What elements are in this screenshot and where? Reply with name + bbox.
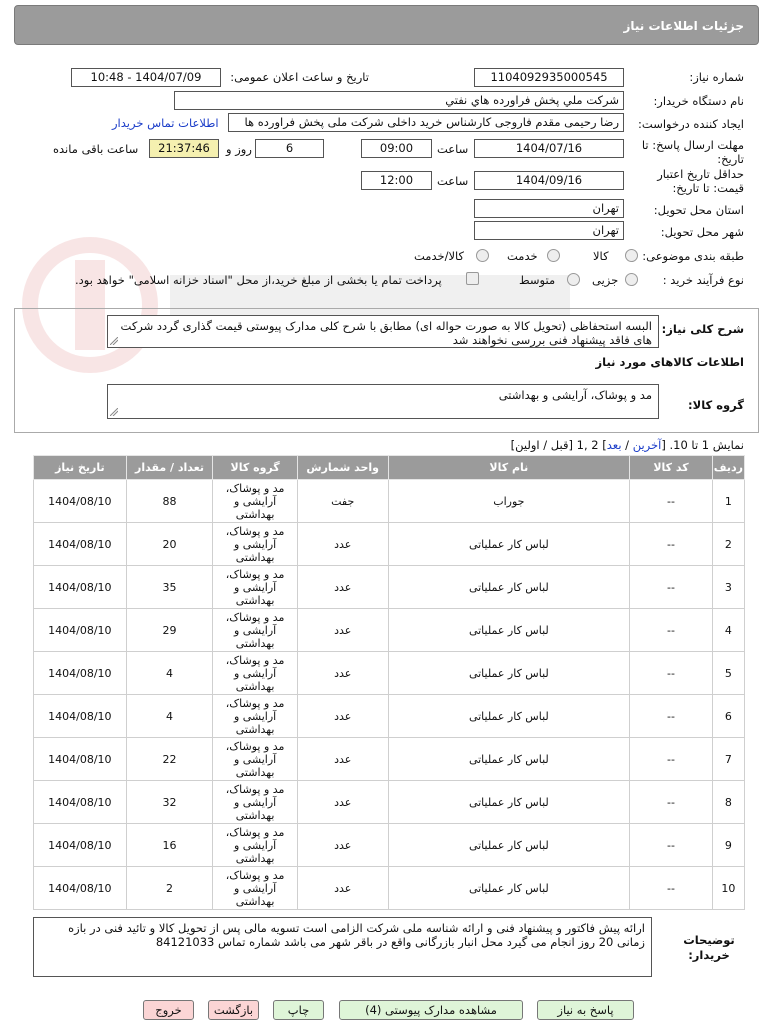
cell-index: 1 (712, 480, 744, 523)
table-row (34, 867, 745, 910)
category-both-radio[interactable] (476, 249, 489, 262)
cell-code: -- (630, 824, 713, 867)
cell-qty: 4 (126, 695, 213, 738)
cell-index: 10 (712, 867, 744, 910)
goods-info-title: اطلاعات کالاهای مورد نیاز (595, 355, 744, 369)
col-name: نام کالا (388, 456, 630, 480)
pagination-separator: / (621, 438, 633, 452)
table-header-row (34, 456, 745, 480)
cell-unit: عدد (297, 566, 388, 609)
province-label: استان محل تحویل: (653, 203, 744, 217)
cell-unit: عدد (297, 738, 388, 781)
pagination-prefix: نمایش 1 تا 10. [ (661, 438, 744, 452)
province-field: تهران (474, 199, 624, 218)
cell-index: 4 (712, 609, 744, 652)
cell-group: مد و پوشاک، آرایشی و بهداشتی (213, 566, 298, 609)
summary-text: البسه استحفاظی (تحویل کالا به صورت حواله ای) مطابق با شرح کلی مدارک پیوستی قیمت گذاری گردد شرکت های فاقد پیشنهاد فنی بررسی نخواهند شد (120, 319, 652, 347)
pagination-pages: ] 2 ,1 [قبل / اولین] (510, 438, 607, 452)
cell-code: -- (630, 781, 713, 824)
table-row (34, 566, 745, 609)
cell-group: مد و پوشاک، آرایشی و بهداشتی (213, 695, 298, 738)
city-label: شهر محل تحویل: (660, 225, 744, 239)
cell-name: لباس کار عملیاتی (388, 566, 630, 609)
cell-name: لباس کار عملیاتی (388, 523, 630, 566)
pagination-last-link[interactable]: آخرین (632, 438, 662, 452)
cell-qty: 29 (126, 609, 213, 652)
city-field: تهران (474, 221, 624, 240)
cell-name: لباس کار عملیاتی (388, 695, 630, 738)
exit-button[interactable]: خروج (143, 1000, 194, 1020)
col-index: ردیف (712, 456, 744, 480)
table-row (34, 523, 745, 566)
col-group: گروه کالا (213, 456, 298, 480)
resize-grip-icon (110, 337, 118, 345)
cell-date: 1404/08/10 (34, 781, 127, 824)
cell-name: لباس کار عملیاتی (388, 781, 630, 824)
notes-text: ارائه پیش فاکتور و پیشنهاد فنی و ارائه شناسه ملی شرکت الزامی است تسویه مالی پس از تحویل کالا و تائید فنی در بازه زمانی 20 روز انجام می گیرد محل انبار بازرگانی واقع در باقر شهر می باشد شماره تماس 84121033 (68, 921, 645, 949)
validity-date-field: 1404/09/16 (474, 171, 624, 190)
deadline-date-field: 1404/07/16 (474, 139, 624, 158)
cell-index: 7 (712, 738, 744, 781)
col-code: کد کالا (630, 456, 713, 480)
cell-date: 1404/08/10 (34, 824, 127, 867)
process-label: نوع فرآیند خرید : (662, 273, 744, 287)
cell-qty: 16 (126, 824, 213, 867)
cell-code: -- (630, 738, 713, 781)
cell-group: مد و پوشاک، آرایشی و بهداشتی (213, 781, 298, 824)
print-button[interactable]: چاپ (273, 1000, 324, 1020)
validity-time-field: 12:00 (361, 171, 432, 190)
cell-name: لباس کار عملیاتی (388, 609, 630, 652)
cell-code: -- (630, 867, 713, 910)
cell-name: لباس کار عملیاتی (388, 824, 630, 867)
cell-qty: 4 (126, 652, 213, 695)
need-number-label: شماره نیاز: (689, 70, 744, 84)
cell-qty: 35 (126, 566, 213, 609)
cell-index: 8 (712, 781, 744, 824)
table-row (34, 738, 745, 781)
cell-qty: 2 (126, 867, 213, 910)
cell-unit: عدد (297, 781, 388, 824)
cell-name: لباس کار عملیاتی (388, 867, 630, 910)
deadline-label: مهلت ارسال پاسخ: تا تاریخ: (641, 138, 744, 166)
cell-group: مد و پوشاک، آرایشی و بهداشتی (213, 652, 298, 695)
cell-code: -- (630, 652, 713, 695)
cell-date: 1404/08/10 (34, 609, 127, 652)
creator-label: ایجاد کننده درخواست: (638, 117, 744, 131)
cell-code: -- (630, 695, 713, 738)
pagination (511, 438, 744, 452)
cell-index: 3 (712, 566, 744, 609)
cell-unit: جفت (297, 480, 388, 523)
payment-checkbox[interactable] (466, 272, 479, 285)
notes-label: توضیحات خریدار: (683, 933, 735, 962)
back-button[interactable]: بازگشت (208, 1000, 259, 1020)
category-label: طبقه بندی موضوعی: (642, 249, 744, 263)
summary-label: شرح کلی نیاز: (661, 322, 744, 336)
category-goods-radio[interactable] (625, 249, 638, 262)
table-row (34, 824, 745, 867)
cell-date: 1404/08/10 (34, 566, 127, 609)
cell-group: مد و پوشاک، آرایشی و بهداشتی (213, 523, 298, 566)
goods-group-label: گروه کالا: (688, 398, 744, 412)
resize-grip-icon (110, 408, 118, 416)
col-date: تاریخ نیاز (34, 456, 127, 480)
cell-unit: عدد (297, 824, 388, 867)
buyer-contact-link[interactable]: اطلاعات تماس خریدار (112, 116, 219, 130)
announce-field: 1404/07/09 - 10:48 (71, 68, 221, 87)
creator-field: رضا رحیمی مقدم فاروجی کارشناس خرید داخلی شرکت ملی پخش فراورده ها (228, 113, 624, 132)
category-service-radio[interactable] (547, 249, 560, 262)
cell-qty: 88 (126, 480, 213, 523)
table-row (34, 652, 745, 695)
notes-textarea[interactable] (33, 917, 652, 977)
buyer-field: شركت ملي پخش فراورده هاي نفتي (174, 91, 624, 110)
cell-date: 1404/08/10 (34, 695, 127, 738)
summary-textarea[interactable] (107, 315, 659, 348)
need-number-field: 1104092935000545 (474, 68, 624, 87)
cell-name: جوراب (388, 480, 630, 523)
cell-index: 9 (712, 824, 744, 867)
cell-code: -- (630, 523, 713, 566)
cell-group: مد و پوشاک، آرایشی و بهداشتی (213, 480, 298, 523)
deadline-time-label: ساعت (437, 142, 469, 156)
pagination-next-link[interactable]: بعد (606, 438, 622, 452)
buyer-label: نام دستگاه خریدار: (653, 94, 744, 108)
remaining-label: ساعت باقی مانده (53, 142, 139, 156)
table-row (34, 781, 745, 824)
cell-unit: عدد (297, 695, 388, 738)
cell-index: 2 (712, 523, 744, 566)
goods-group-textarea[interactable] (107, 384, 659, 419)
cell-group: مد و پوشاک، آرایشی و بهداشتی (213, 867, 298, 910)
process-medium-label: متوسط (519, 273, 556, 287)
col-unit: واحد شمارش (297, 456, 388, 480)
process-medium-radio[interactable] (567, 273, 580, 286)
reply-button[interactable]: پاسخ به نیاز (537, 1000, 634, 1020)
cell-name: لباس کار عملیاتی (388, 738, 630, 781)
cell-code: -- (630, 480, 713, 523)
page-header (14, 5, 759, 45)
cell-group: مد و پوشاک، آرایشی و بهداشتی (213, 738, 298, 781)
process-small-radio[interactable] (625, 273, 638, 286)
days-field: 6 (255, 139, 324, 158)
table-row (34, 609, 745, 652)
col-qty: تعداد / مقدار (126, 456, 213, 480)
payment-note: پرداخت تمام یا بخشی از مبلغ خرید،از محل "اسناد خزانه اسلامی" خواهد بود. (75, 273, 442, 287)
cell-index: 6 (712, 695, 744, 738)
goods-group-text: مد و پوشاک، آرایشی و بهداشتی (498, 388, 652, 402)
cell-date: 1404/08/10 (34, 480, 127, 523)
cell-unit: عدد (297, 867, 388, 910)
cell-qty: 32 (126, 781, 213, 824)
attachments-button[interactable]: مشاهده مدارک پیوستی (4) (339, 1000, 523, 1020)
cell-date: 1404/08/10 (34, 652, 127, 695)
cell-index: 5 (712, 652, 744, 695)
process-small-label: جزیی (592, 273, 619, 287)
cell-code: -- (630, 609, 713, 652)
cell-unit: عدد (297, 609, 388, 652)
category-both-label: کالا/خدمت (414, 249, 465, 263)
validity-label: حداقل تاریخ اعتبار قیمت: تا تاریخ: (657, 167, 744, 195)
items-table (33, 455, 745, 910)
cell-unit: عدد (297, 523, 388, 566)
cell-code: -- (630, 566, 713, 609)
cell-group: مد و پوشاک، آرایشی و بهداشتی (213, 609, 298, 652)
category-goods-label: کالا (593, 249, 609, 263)
cell-name: لباس کار عملیاتی (388, 652, 630, 695)
cell-unit: عدد (297, 652, 388, 695)
table-row (34, 695, 745, 738)
cell-date: 1404/08/10 (34, 867, 127, 910)
days-label: روز و (226, 142, 252, 156)
cell-group: مد و پوشاک، آرایشی و بهداشتی (213, 824, 298, 867)
cell-date: 1404/08/10 (34, 523, 127, 566)
cell-qty: 22 (126, 738, 213, 781)
page-title: جزئیات اطلاعات نیاز (623, 19, 744, 33)
category-service-label: خدمت (507, 249, 538, 263)
announce-label: تاریخ و ساعت اعلان عمومی: (230, 70, 369, 84)
validity-time-label: ساعت (437, 174, 469, 188)
cell-qty: 20 (126, 523, 213, 566)
deadline-time-field: 09:00 (361, 139, 432, 158)
cell-date: 1404/08/10 (34, 738, 127, 781)
remaining-time-field: 21:37:46 (149, 139, 219, 158)
table-row (34, 480, 745, 523)
